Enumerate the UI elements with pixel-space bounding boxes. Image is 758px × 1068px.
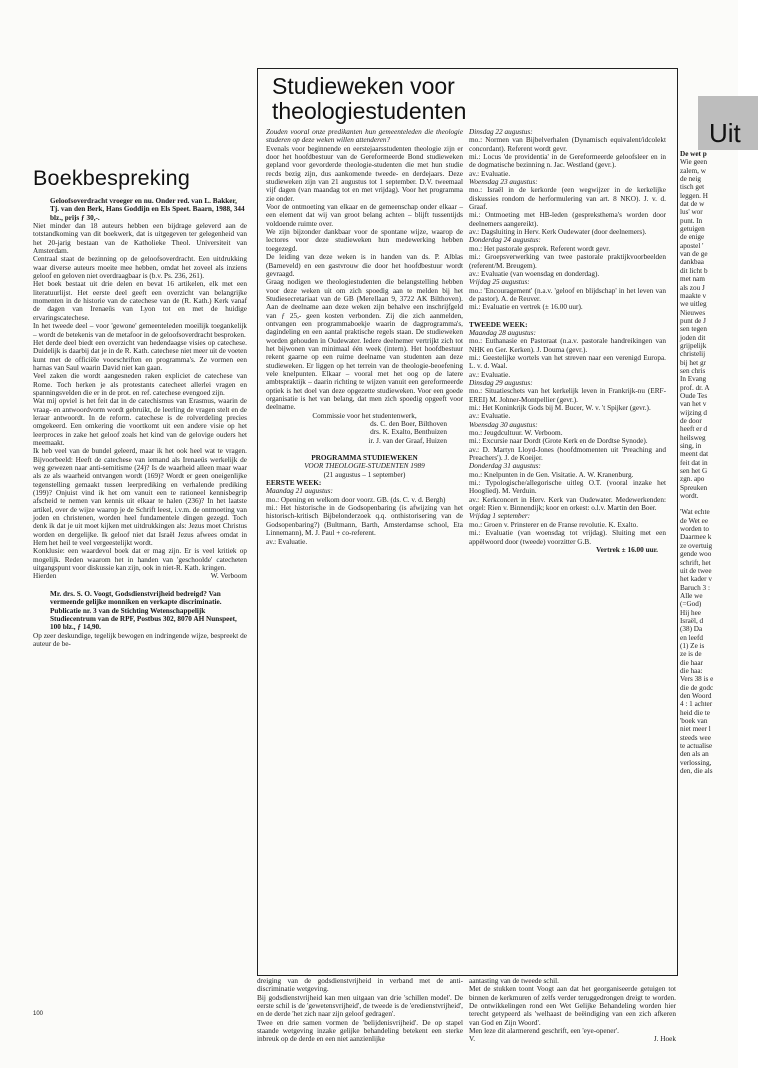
- partial-line: 'boek van: [680, 717, 708, 726]
- sign-initial: V.: [469, 1035, 476, 1044]
- partial-line: 'Wat echte: [680, 508, 710, 517]
- partial-line: de door: [680, 417, 702, 425]
- program-line: mo.: Groen v. Prinsterer en de Franse revolutie. K. Exalto.: [469, 520, 639, 529]
- bottom-paragraph: Twee en drie samen vormen de 'belijdenisvrijheid'. De op stapel staande wetgeving inzake gelijke behandeling betekent een sterke inbreuk op de derde en een niet aanzienlijke: [257, 1018, 463, 1044]
- program-line: av.: Evaluatie (van woensdag en donderdag).: [469, 269, 600, 278]
- commission-member: ds. C. den Boer, Bilthoven: [370, 420, 447, 429]
- partial-line: sen het G: [680, 467, 708, 476]
- program-line: mi.: Ontmoeting met HB-leden (gespreksthema's worden door deelnemers aangereikt).: [469, 211, 666, 228]
- sign-name: J. Hoek: [653, 1035, 676, 1044]
- left-paragraph: Niet minder dan 18 auteurs hebben een bijdrage geleverd aan de totstandkoming van dit boekwerk, dat is uitgegeven ter gelegenheid van het 20-jarig bestaan van de Katholieke Theol. Universiteit van Amsterdam.: [33, 222, 247, 256]
- program-line: mo.: Knelpunten in de Gen. Visitatie. A. W. Kranenburg.: [469, 470, 634, 479]
- partial-line: leggen. H: [680, 191, 708, 200]
- partial-line: apostel ': [680, 241, 704, 250]
- box-column-2: [469, 128, 666, 968]
- program-day: Woensdag 23 augustus:: [469, 178, 538, 187]
- program-day: Vrijdag 1 september:: [469, 512, 531, 521]
- partial-line: worden to: [680, 525, 709, 534]
- partial-line: dat de w: [680, 200, 705, 209]
- partial-line: christelij: [680, 350, 706, 359]
- program-subtitle: VOOR THEOLOGIE-STUDENTEN 1989: [304, 462, 425, 471]
- partial-line: dit licht b: [680, 266, 708, 275]
- left-column: [33, 197, 247, 1017]
- partial-line: als zou J: [680, 283, 705, 292]
- book2-header: Mr. drs. S. O. Voogt, Godsdienstvrijheid bedreigd? Van vermeende gelijke monniken en verkapte discriminatie. Publicatie nr. 3 van de Stichting Wetenschappelijk Studiecentrum van de RPF, Postbus 302, 8070 AH Nunspeet, 100 blz., ƒ 14,90.: [50, 589, 237, 632]
- left-paragraph: Veel zaken die wordt aangesneden raken expliciet de catechese van Rome. Toch herken je als protestants catecheet allerlei vragen en spanningsvelden die er in de prot. en ref. catechese evengoed zijn.: [33, 372, 247, 397]
- left-paragraph: Het derde deel biedt een overzicht van hedendaagse visies op catechese. Duidelijk is daarbij dat je in de R. Kath. catechese niet meer uit de voeten kunt met de officiële voorschriften en programma's. Ze vormen een harnas van Saul waarin David niet kan gaan.: [33, 338, 247, 372]
- commission-intro: Commissie voor het studentenwerk,: [312, 411, 417, 420]
- program-line: mi.: Evaluatie en vertrek (± 16.00 uur).: [469, 303, 583, 312]
- program-line: mo.: Het pastorale gesprek. Referent wordt gevr.: [469, 244, 611, 253]
- partial-line: 4 : 1 achter: [680, 700, 713, 709]
- program-line: mo.: Jeugdcultuur. W. Verboom.: [469, 429, 563, 438]
- week1-title: EERSTE WEEK:: [266, 479, 322, 488]
- program-line: mi.: Geestelijke wortels van het streven naar een verenigd Europa. L. v. d. Waal.: [469, 353, 666, 371]
- partial-line: te actualise: [680, 742, 713, 751]
- partial-line: van de ge: [680, 250, 708, 259]
- partial-line: joden dit: [680, 333, 706, 342]
- partial-line: ze overtuig: [680, 541, 713, 550]
- program-line: av.: Evaluatie.: [469, 169, 511, 178]
- program-line: av.: Evaluatie.: [266, 537, 308, 546]
- uit-heading: Uit: [709, 118, 741, 148]
- partial-line: heilsweg: [680, 433, 706, 442]
- box-paragraph: We zijn bijzonder dankbaar voor de spontane wijze, waarop de lectores voor deze studieweken hun medewerking hebben toegezegd.: [266, 228, 463, 253]
- program-day: Dinsdag 22 augustus:: [469, 128, 533, 136]
- partial-line: en leefd: [680, 633, 703, 642]
- bottom-column-2: [469, 977, 676, 1044]
- partial-line: we uitleg: [680, 300, 707, 309]
- program-title: PROGRAMMA STUDIEWEKEN: [311, 454, 418, 463]
- partial-line: met nam: [680, 275, 705, 284]
- program-line: mi.: Locus 'de providentia' in de Gereformeerde geloofsleer en in de dogmatische bezinning n. Jac. Westland (gevr.).: [469, 153, 666, 170]
- right-partial-column: [680, 150, 738, 1024]
- program-line: av.: Evaluatie.: [469, 370, 511, 379]
- left-paragraph: Wat mij opviel is het feit dat in de catechismus van Erasmus, waarin de vraag- en antwoordvorm wordt gebruikt, de leerling de vragen stelt en de leraar antwoordt. In de reform. catechese is de rolverdeling precies omgekeerd. Een omkering die voortkomt uit een andere visie op het leerproces in zake het geloof zoals het kind van de gelovige ouders het meemaakt.: [33, 397, 247, 447]
- partial-line: grijpelijk: [680, 341, 707, 350]
- commission-member: ir. J. van der Graaf, Huizen: [368, 436, 447, 445]
- program-line: mo.: Euthanasie en Pastoraat (n.a.v. pastorale handreikingen van NHK en Ger. Kerken). J. Douma (gevr.).: [469, 337, 666, 354]
- partial-line: van het v: [680, 400, 707, 409]
- left-paragraph: Konklusie: een waardevol boek dat er mag zijn. Er is veel kritiek op mogelijk. Reden waarom het in handen van 'geschoolde' catecheten uitgangspunt voor diskussie kan zijn, ook in niet-R. Kath. kringen.: [33, 547, 247, 573]
- partial-line: ze is de: [680, 650, 702, 659]
- partial-line: meent dat: [680, 450, 709, 459]
- bottom-column-1: [257, 977, 463, 1044]
- program-line: av.: Dagsluiting in Herv. Kerk Oudewater (door deelnemers).: [469, 228, 647, 237]
- program-day: Donderdag 31 augustus:: [469, 462, 541, 471]
- partial-line: schrift, het: [680, 558, 711, 567]
- partial-line: Spreuken: [680, 483, 708, 492]
- partial-line: Israël, d: [680, 616, 704, 625]
- program-line: mi.: Het Koninkrijk Gods bij M. Bucer, W. v. 't Spijker (gevr.).: [469, 404, 651, 412]
- box-paragraph: De leiding van deze weken is in handen van ds. P. Alblas (Barneveld) en een gastvrouw die door het hoofdbestuur wordt gevraagd.: [266, 253, 463, 278]
- book1-header: Geloofsoverdracht vroeger en nu. Onder red. van L. Bakker, Tj. van den Berk, Hans Goddijn en Els Speet. Baarn, 1988, 344 blz., prijs ƒ 30,-.: [50, 197, 245, 222]
- boekbespreking-heading: Boekbespreking: [33, 166, 190, 190]
- program-line: mo.: Opening en welkom door voorz. GB. (ds. C. v. d. Bergh): [266, 495, 446, 504]
- program-line: mi.: Excursie naar Dordt (Grote Kerk en de Dordtse Synode).: [469, 437, 648, 446]
- partial-line: de neig: [680, 175, 701, 184]
- program-line: mo.: Situatieschets van het kerkelijk leven in Frankrijk-nu (ERF-EREI) M. Johner-Montpellier (gevr.).: [469, 387, 666, 404]
- box-paragraph: Voor de ontmoeting van elkaar en de gemeenschap onder elkaar – een element dat wij van groot belang achten – blijft tussentijds voldoende ruimte over.: [266, 203, 463, 228]
- partial-line: wordt.: [680, 492, 699, 501]
- partial-line: gende woo: [680, 550, 712, 559]
- partial-line: sen tegen: [680, 325, 707, 334]
- heading-line: theologiestudenten: [272, 98, 467, 124]
- book2-start: Op zeer deskundige, tegelijk bewogen en indringende wijze, bespreekt de auteur de be-: [33, 631, 247, 648]
- bottom-paragraph: aantasting van de tweede schil.: [469, 977, 559, 985]
- bottom-paragraph: Bij godsdienstvrijheid kan men uitgaan van drie 'schillen model'. De eerste schil is de 'gewetensvrijheid', de tweede is de 'eredienstvrijheid', en de derde 'het zich naar zijn geloof gedragen'.: [257, 993, 463, 1019]
- partial-line: den als an: [680, 750, 709, 759]
- program-day: Dinsdag 29 augustus:: [469, 378, 533, 387]
- partial-line: Alle we: [680, 591, 703, 600]
- partial-line: Vers 38 is e: [680, 675, 714, 684]
- partial-line: maakte v: [680, 291, 707, 300]
- partial-line: Oude Tes: [680, 391, 708, 400]
- partial-line: (38) Da: [680, 625, 703, 634]
- partial-line: Hij hee: [680, 608, 701, 617]
- partial-line: verlossing,: [680, 758, 712, 767]
- bottom-paragraph: Men leze dit alarmerend geschrift, een 'eye-opener'.: [469, 1027, 619, 1036]
- partial-line: niet meer l: [680, 725, 711, 734]
- signature-verboom: [33, 572, 247, 580]
- partial-line: getuigen: [680, 225, 705, 234]
- partial-line: die haa:: [680, 666, 703, 675]
- program-day: Woensdag 30 augustus:: [469, 420, 538, 429]
- departure-time: Vertrek ± 16.00 uur.: [596, 545, 658, 554]
- partial-line: lus' wor: [680, 208, 703, 217]
- partial-line: het kader v: [680, 575, 712, 584]
- partial-line: (1) Ze is: [680, 641, 705, 650]
- partial-line: heeft er d: [680, 425, 708, 434]
- left-paragraph: Centraal staat de bezinning op de geloofsoverdracht. Een uitdrukking waar diverse auteurs moeite mee hebben, omdat het zoveel als inziens geloof en geloven niet overdraagbaar is (b.v. Ps. 236, 261).: [33, 255, 247, 281]
- sign-name: W. Verboom: [210, 572, 247, 581]
- bottom-paragraph: dreiging van de godsdienstvrijheid in verband met de anti-discriminatie wetgeving.: [257, 977, 463, 994]
- page-number: 100: [33, 1011, 44, 1017]
- partial-line: zgn. apo: [680, 475, 705, 484]
- box-paragraph: Graag nodigen we theologiestudenten die belangstelling hebben voor deze weken uit om zich spoedig aan te melden bij het Studiesecretariaat van de GB (Merellaan 9, 3722 AK Bilthoven). Aan de deelname aan deze weken zijn behalve een inschrijfgeld van ƒ 25,- geen kosten verbonden. Zij die zich aanmelden, ontvangen een programmaboekje waarin de dagprogramma's, dagindeling en een aantal praktische regels staan. De studieweken worden gehouden in Oudewater. Iedere deelnemer vertrijkt zich tot het bijwonen van minimaal één week (intern). Het hoofdbestuur rekent gaarne op een ruime deelname van studenten aan deze studieweken. Er liggen op het terrein van de theologie-beoefening vele knelpunten. Elkaar – vooral met het oog op de latere ambtspraktijk – daarin richting te wijzen vanuit een gereformeerde optiek is het doel van deze opgezette studieweken. Voor een goede organisatie is het van belang, dat men zich spoedig opgeeft voor deelname.: [266, 278, 463, 412]
- partial-line: die de godc: [680, 683, 714, 692]
- partial-line: [680, 500, 738, 508]
- bottom-paragraph: Met de stukken toont Voogt aan dat het georganiseerde getuigen tot binnen de kerkmuren of zelfs verder teruggedrongen dreigt te worden. De ontwikkelingen rond een Wet Gelijke Behandeling worden hier terecht getypeerd als 'welhaast de beëindiging van een zich afkeren van God en Zijn Woord'.: [469, 985, 676, 1027]
- program-line: mi.: Typologische/allegorische uitleg O.T. (vooral inzake het Hooglied). M. Verduin.: [469, 479, 666, 496]
- partial-line: die haar: [680, 658, 703, 667]
- program-line: mo.: Israël in de kerkorde (een wegwijzer in de kerkelijke diskussies rondom de herformulering van art. 8 NKO). J. v. d. Graaf.: [469, 186, 666, 212]
- program-line: mi.: Het historische in de Godsopenbaring (is afwijzing van het historisch-kritisch Bijbelonderzoek q.q. onthistorisering van de Godsopenbaring?) (Bultmann, Barth, Amsterdamse school, Eta Linnemann), M. J. Paul + co-referent.: [266, 504, 463, 538]
- partial-line: Baruch 3 :: [680, 583, 710, 592]
- partial-line: In Evang: [680, 375, 707, 384]
- partial-line: den Woord: [680, 692, 712, 700]
- partial-line: steeds wee: [680, 733, 711, 742]
- partial-line: tisch get: [680, 183, 705, 192]
- program-line: mi.: Evaluatie (van woensdag tot vrijdag). Sluiting met een appèlwoord door (tweede) voorzitter G.B.: [469, 529, 666, 546]
- box-column-1: [266, 128, 463, 948]
- partial-line: Nieuwes: [680, 308, 706, 317]
- partial-line: uit de twee: [680, 566, 712, 575]
- program-day: Vrijdag 25 augustus:: [469, 278, 530, 287]
- program-line: mo.: Normen van Bijbelverhalen (Dynamisch equivalent/idcolekt concordant). Referent wordt gevr.: [469, 136, 666, 153]
- program-line: av.: D. Martyn Lloyd-Jones (hoofdmomenten uit 'Preaching and Preachers'). J. de Koeijer.: [469, 445, 666, 463]
- partial-line: sing, in: [680, 442, 702, 451]
- signature-hoek: [469, 1035, 676, 1043]
- partial-line: sen chris: [680, 366, 706, 375]
- partial-line: zalem, w: [680, 166, 706, 175]
- partial-line: punt. In: [680, 216, 703, 225]
- partial-line: bij het gr: [680, 358, 706, 367]
- partial-line: wijzing d: [680, 408, 707, 417]
- partial-line: punt de J: [680, 316, 706, 325]
- program-line: av.: Evaluatie.: [469, 412, 511, 421]
- box-intro: Zouden vooral onze predikanten hun gemeenteleden die theologie studeren op deze weken willen attenderen?: [266, 128, 463, 145]
- partial-line: (=God): [680, 600, 702, 609]
- commission-member: drs. K. Exalto, Benthuizen: [370, 428, 447, 437]
- left-paragraph: Ik heb veel van de bundel geleerd, maar ik het ook heel wat te vragen. Bijvoorbeeld: Heeft de catechese van iemand als Irenaeüs werkelijk de weg gewezen naar anti-semitisme (24)? Is de waarheid alleen maar waar als ze als waarheid ontvangen wordt (169)? Wordt er geen oneigenlijke tegenstelling gemaakt tussen leerprediking en verhalende prediking (199)? Onjuist vind ik het om vanuit een te rationeel kennisbegrip afscheid te nemen van kennis uit elkaar te halen (236)? In het laatste artikel, over de wijze waarop je de Schrift leest, i.v.m. de ontmoeting van joden en christenen, worden heel fundamentele dingen gezegd. Toch denk ik dat je uit moet kijken met uitdrukkingen als: Jezus moet Christus worden en dergelijke. Ik geloof niet dat Israël Jezus afwees omdat in Hem het heil te veel vergeestelijkt wordt.: [33, 447, 247, 548]
- program-day: Donderdag 24 augustus:: [469, 236, 541, 245]
- week2-title: TWEEDE WEEK:: [469, 320, 528, 329]
- partial-line: dankbaa: [680, 258, 704, 267]
- partial-line: feit dat in: [680, 458, 708, 467]
- program-day: Maandag 21 augustus:: [266, 487, 333, 496]
- program-day: Maandag 28 augustus:: [469, 328, 536, 337]
- partial-line: Daarmee k: [680, 533, 712, 542]
- partial-line: den, die als: [680, 767, 713, 776]
- studieweken-heading: [272, 74, 466, 124]
- left-paragraph: In het tweede deel – voor 'gewone' gemeenteleden moeilijk toegankelijk – wordt de betekenis van de metafoor in de geloofsoverdracht besproken.: [33, 322, 247, 339]
- program-dates: (21 augustus – 1 september): [323, 470, 406, 479]
- partial-line: De wet p: [680, 150, 707, 158]
- program-line: mi.: Groepsverwerking van twee pastorale praktijkvoorbeelden (referent/M. Breugem).: [469, 253, 666, 270]
- heading-line: Studieweken voor: [272, 73, 455, 99]
- partial-line: Wie geen: [680, 158, 708, 167]
- partial-line: heid die te: [680, 708, 710, 717]
- program-line: av.: Kerkconcert in Herv. Kerk van Oudewater. Medewerkenden: orgel: Rien v. Binnendijk; koor en orkest: o.l.v. Martin den Boer.: [469, 495, 666, 513]
- sign-place: Hierden: [33, 572, 57, 581]
- left-paragraph: Het boek bestaat uit drie delen en bevat 16 artikelen, elk met een literatuurlijst. Het eerste deel geeft een overzicht van belangrijke momenten in de historie van de catechese van de (R. Kath.) Kerk vanaf de dagen van Irenaeüs van Lyon tot en met de huidige ervaringscatechese.: [33, 280, 247, 322]
- program-line: mo.: 'Encouragement' (n.a.v. 'geloof en blijdschap' in het leven van de pastor). A. de Reuver.: [469, 286, 666, 303]
- box-paragraph: Evenals voor beginnende en eerstejaarsstudenten theologie zijn er door het hoofdbestuur van de Gereformeerde Bond studieweken gepland voor gevorderde theologie-studenten die met hun studie recds bezig zijn, dus aankomende tweede- en derdejaars. Deze studieweken zijn van 21 augustus tot 1 september. D.V. tweemaal vijf dagen (van maandag tot en met vrijdag). Voor het programma zie onder.: [266, 144, 463, 203]
- partial-line: de enige: [680, 233, 705, 242]
- partial-line: prof. dr. A: [680, 383, 710, 392]
- partial-line: de Wet ee: [680, 516, 709, 525]
